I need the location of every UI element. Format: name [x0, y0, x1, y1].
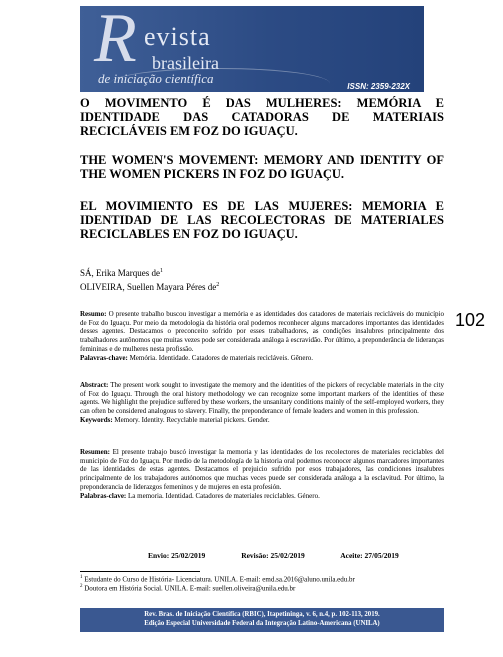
journal-logo-initial: R: [94, 6, 137, 77]
footer-citation: Rev. Bras. de Iniciação Científica (RBIC), Itapetininga, v. 6, n.4, p. 102-113, 2019.: [144, 611, 380, 618]
keywords-text: Memory. Identity. Recyclable material pickers. Gender.: [112, 415, 270, 424]
title-portuguese: O MOVIMENTO É DAS MULHERES: MEMÓRIA E IDENTIDADE DAS CATADORAS DE MATERIAIS RECICLÁVEIS EM FOZ DO IGUAÇU.: [80, 96, 444, 138]
abstract-label: Resumen:: [80, 448, 110, 456]
footnote-1: $^1$ Estudante do Curso de História- Licenciatura. UNILA. E-mail: emd.sa.2016@aluno.unila.edu.br: [80, 575, 355, 584]
footnote-separator: [80, 571, 200, 572]
journal-banner: [80, 6, 424, 92]
submission-dates: [148, 551, 433, 560]
abstract-label: Resumo:: [80, 310, 107, 318]
date-revised: Revisão: 25/02/2019: [241, 551, 305, 560]
footnote-ref-1[interactable]: 1: [159, 268, 163, 274]
author-list: [80, 265, 219, 293]
author-2: OLIVEIRA, Suellen Mayara Péres $de^2$: [80, 282, 220, 292]
date-accepted: Aceite: 27/05/2019: [340, 551, 399, 560]
footnote-2: $^2$ Doutora em História Social. UNILA. E-mail: suellen.oliveira@unila.edu.br: [80, 584, 296, 593]
author-1: SÁ, Erika Marques $de^1$: [80, 268, 163, 278]
journal-subtitle: brasileira: [152, 53, 219, 73]
keywords-label: Palabras-clave:: [80, 491, 127, 500]
abstract-text: O presente trabalho buscou investigar a memória e as identidades dos catadores de materiais recicláveis do município de Foz do Iguaçu. Por meio da metodologia da história oral podemos reconhecer alguns marcadores importantes das identidades desses agentes. Destacamos o preconceito sofrido por esses trabalhadores, as condições insalubres principalmente dos trabalhadores autônomos que muitas vezes pode ser considerada análoga à escravidão. Por último, a preponderância de lideranças femininas e de mulheres nesta profissão.: [80, 310, 444, 353]
abstract-label: Abstract:: [80, 381, 109, 389]
journal-issn: ISSN: 2359-232X: [347, 82, 410, 91]
abstract-portuguese: [80, 310, 444, 362]
keywords-text: Memória. Identidade. Catadores de materiais recicláveis. Gênero.: [127, 353, 314, 362]
keywords-text: La memoria. Identidad. Catadores de materiales reciclables. Género.: [126, 491, 320, 500]
footer-edition: Edição Especial Universidade Federal da Integração Latino-Americana (UNILA): [144, 620, 380, 627]
abstract-english: [80, 381, 444, 425]
journal-subtitle-2: de iniciação científica: [98, 71, 214, 86]
journal-name: evista: [144, 22, 211, 51]
keywords-label: Palavras-chave:: [80, 353, 128, 362]
keywords-label: Keywords:: [80, 415, 113, 424]
footnote-ref-2[interactable]: 2: [216, 282, 220, 288]
title-english: THE WOMEN'S MOVEMENT: MEMORY AND IDENTITY OF THE WOMEN PICKERS IN FOZ DO IGUAÇU.: [80, 153, 444, 181]
abstract-text: The present work sought to investigate the memory and the identities of the pickers of recyclable materials in the city of Foz do Iguaçu. Through the oral history methodology we can recognize some important markers of the identities of these agents. We highlight the prejudice suffered by these workers, the unsanitary conditions mainly of the self-employed workers, they can often be considered analogous to slavery. Finally, the preponderance of female leaders and women in this profession.: [80, 381, 444, 416]
title-spanish: EL MOVIMIENTO ES DE LAS MUJERES: MEMORIA E IDENTIDAD DE LAS RECOLECTORAS DE MATERIALES RECICLABLES EN FOZ DO IGUAÇU.: [80, 199, 444, 241]
page-number: 102: [455, 310, 486, 330]
abstract-text: El presente trabajo buscó investigar la memoria y las identidades de los recolectores de materiales reciclables del municipio de Foz do Iguaçu. Por medio de la metodología de la historia oral podemos reconocer algunos marcadores importantes de las identidades de estas agentes. Destacamos el prejuicio sufrido por esos trabajadores, las condiciones insalubres principalmente de los trabajadores autónomos que muchas veces puede ser considerada análoga a la esclavitud. Por último, la preponderancia de liderazgos femeninos y de mujeres en esta profesión.: [80, 448, 444, 491]
abstract-spanish: [80, 448, 444, 500]
date-sent: Envio: 25/02/2019: [148, 551, 206, 560]
journal-footer: [80, 608, 444, 632]
